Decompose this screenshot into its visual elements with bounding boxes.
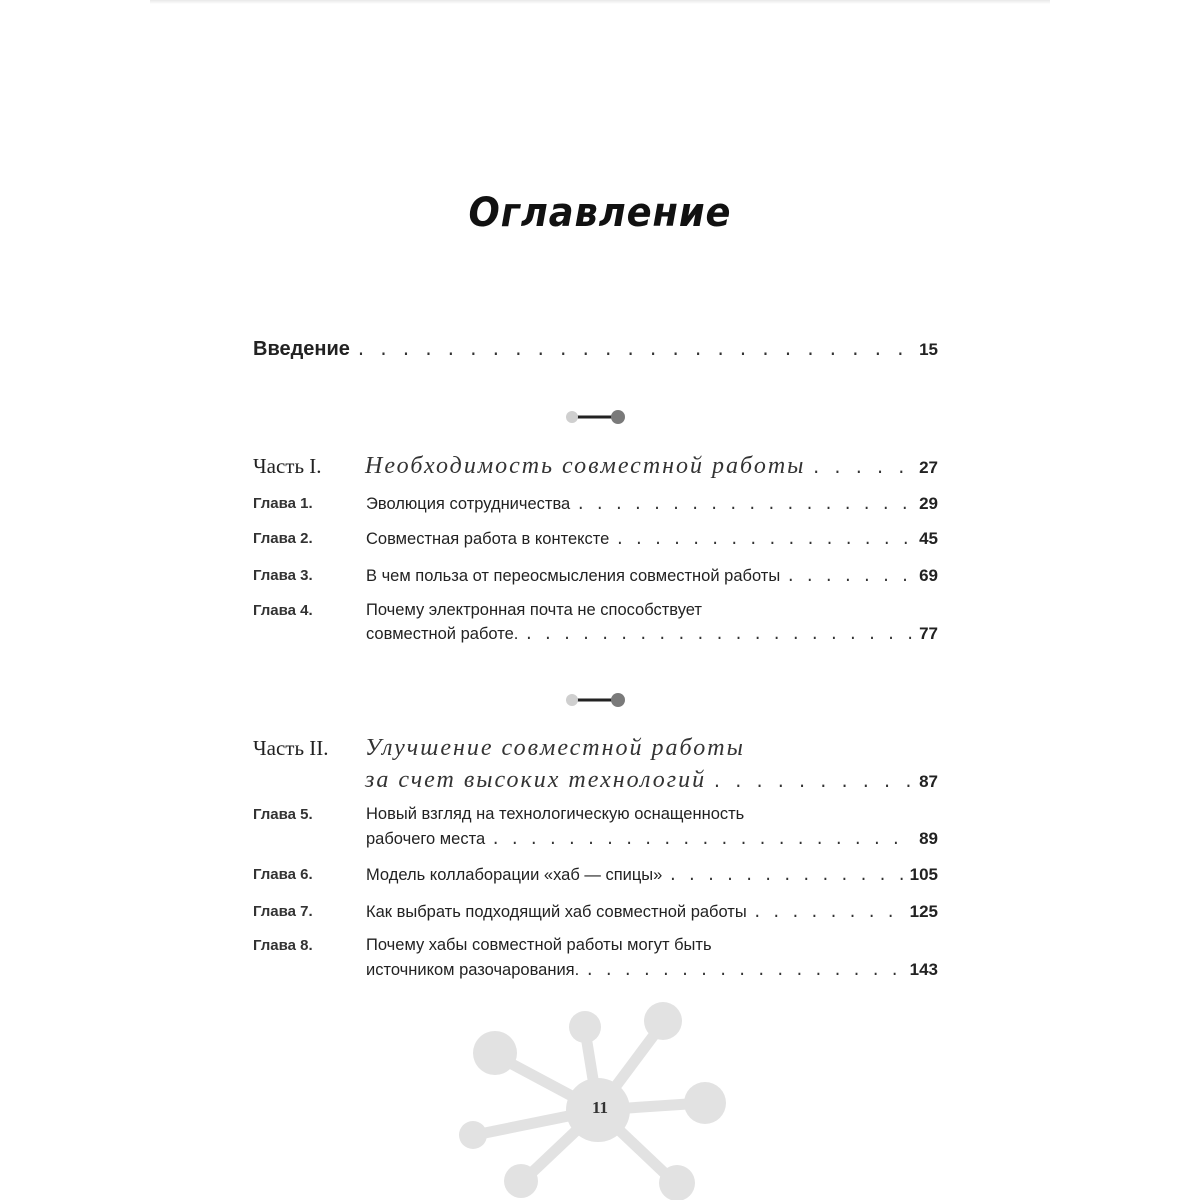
dot-leader xyxy=(491,830,913,848)
part-page: 87 xyxy=(919,772,938,791)
chapter-title-line[interactable]: Почему хабы совместной работы могут быть xyxy=(366,936,712,954)
page-number: 11 xyxy=(591,1098,609,1117)
dot-leader xyxy=(753,903,904,921)
chapter-title: рабочего места xyxy=(366,830,486,848)
part-title: Улучшение совместной работы xyxy=(365,735,745,761)
chapter-title-line[interactable]: Новый взгляд на технологическую оснащенность xyxy=(366,805,745,823)
part-label: Часть II. xyxy=(253,736,329,760)
chapter-title: Как выбрать подходящий хаб совместной работы xyxy=(366,903,747,921)
chapter-page: 45 xyxy=(919,529,938,548)
toc-part-1[interactable] xyxy=(253,453,938,480)
chapter-title: Эволюция сотрудничества xyxy=(366,495,571,513)
toc-chapter-7[interactable] xyxy=(366,902,938,922)
dot-leader xyxy=(615,530,913,548)
toc-chapter-8[interactable] xyxy=(366,960,938,980)
chapter-title: В чем польза от переосмысления совместной работы xyxy=(366,567,781,585)
toc-entry-intro[interactable] xyxy=(253,338,938,361)
chapter-page: 125 xyxy=(909,902,938,921)
chapter-label: Глава 4. xyxy=(253,602,313,619)
chapter-title: Совместная работа в контексте xyxy=(366,530,610,548)
separator-ornament-icon xyxy=(564,409,628,425)
chapter-label: Глава 1. xyxy=(253,495,313,512)
part-page: 27 xyxy=(919,458,938,477)
part-title-line-2: за счет высоких технологий xyxy=(365,767,707,793)
chapter-page: 69 xyxy=(919,566,938,585)
chapter-title: совместной работе. xyxy=(366,625,519,643)
chapter-title-line[interactable]: Почему электронная почта не способствует xyxy=(366,601,702,619)
chapter-title: Модель коллаборации «хаб — спицы» xyxy=(366,866,663,884)
page-top-edge xyxy=(150,0,1050,4)
chapter-label: Глава 3. xyxy=(253,567,313,584)
toc-part-2[interactable] xyxy=(365,767,938,794)
dot-leader xyxy=(524,625,913,643)
toc-chapter-3[interactable] xyxy=(366,566,938,586)
dot-leader xyxy=(712,772,913,791)
chapter-page: 105 xyxy=(909,865,938,884)
toc-chapter-4[interactable] xyxy=(366,624,938,644)
chapter-page: 89 xyxy=(919,829,938,848)
toc-entry-title: Введение xyxy=(253,338,350,360)
part-title: Необходимость совместной работы xyxy=(365,453,806,479)
dot-leader xyxy=(356,340,913,360)
chapter-label: Глава 8. xyxy=(253,937,313,954)
toc-part-2-heading[interactable] xyxy=(253,735,773,762)
chapter-label: Глава 7. xyxy=(253,903,313,920)
dot-leader xyxy=(576,495,913,513)
toc-entry-page: 15 xyxy=(919,340,938,359)
dot-leader xyxy=(668,866,903,884)
chapter-title: источником разочарования. xyxy=(366,961,580,979)
chapter-page: 77 xyxy=(919,624,938,643)
chapter-page: 29 xyxy=(919,494,938,513)
separator-ornament-icon xyxy=(564,692,628,708)
chapter-label: Глава 6. xyxy=(253,866,313,883)
dot-leader xyxy=(585,961,903,979)
dot-leader xyxy=(811,458,913,477)
toc-chapter-6[interactable] xyxy=(366,865,938,885)
chapter-label: Глава 5. xyxy=(253,806,313,823)
page-title: Оглавление xyxy=(468,190,732,236)
toc-chapter-1[interactable] xyxy=(366,494,938,514)
dot-leader xyxy=(786,567,913,585)
part-label: Часть I. xyxy=(253,454,322,478)
chapter-page: 143 xyxy=(909,960,938,979)
toc-chapter-2[interactable] xyxy=(366,529,938,549)
chapter-label: Глава 2. xyxy=(253,530,313,547)
toc-chapter-5[interactable] xyxy=(366,829,938,849)
